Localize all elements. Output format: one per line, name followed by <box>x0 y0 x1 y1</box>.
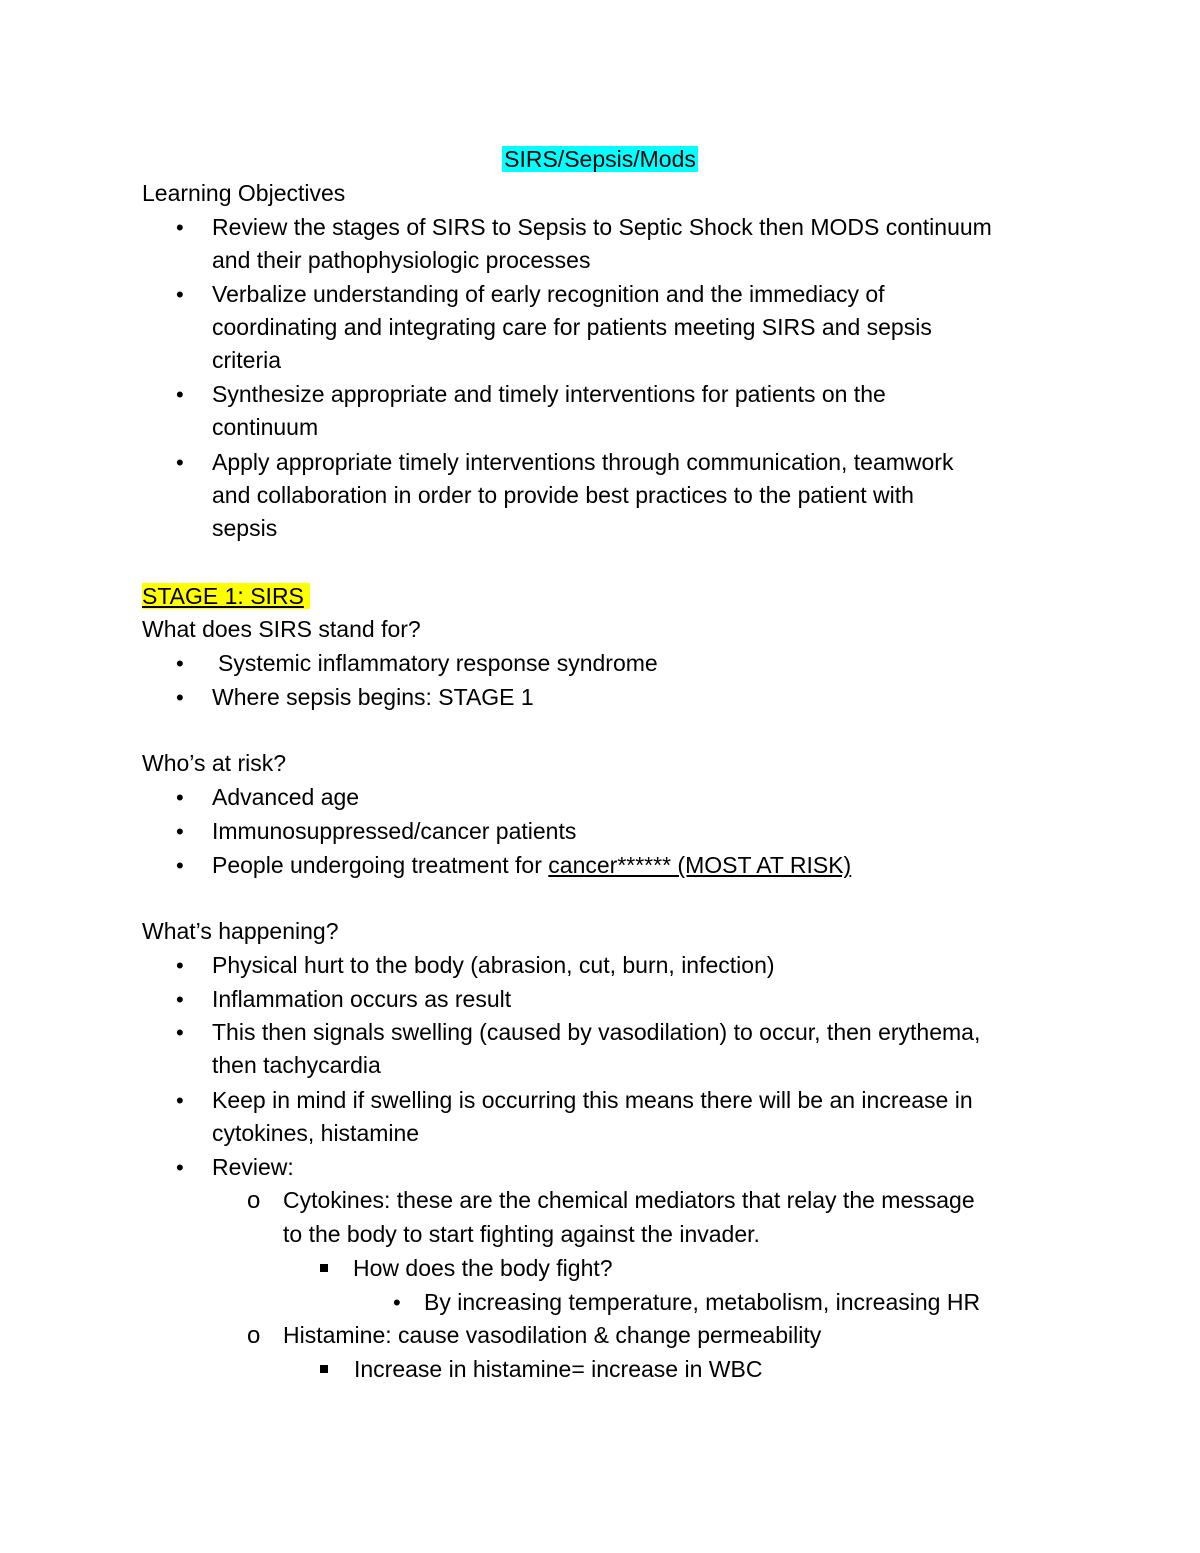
happening-item-2: Inflammation occurs as result <box>212 986 512 1012</box>
objective-2-line-3: criteria <box>212 347 282 373</box>
risk-item-2: Immunosuppressed/cancer patients <box>212 818 577 844</box>
objective-2-line-1: Verbalize understanding of early recognition and the immediacy of <box>212 281 885 307</box>
square-bullet-icon <box>320 1264 328 1272</box>
bullet-icon: • <box>176 685 184 710</box>
objective-1-line-2: and their pathophysiologic processes <box>212 247 591 273</box>
circle-bullet-icon: o <box>247 1322 261 1349</box>
objective-2-line-2: coordinating and integrating care for patients meeting SIRS and sepsis <box>212 314 932 340</box>
title-highlight: SIRS/Sepsis/Mods <box>504 146 696 172</box>
happening-item-4-line-2: cytokines, histamine <box>212 1120 420 1146</box>
cytokines-sub-answer: By increasing temperature, metabolism, increasing HR <box>424 1289 981 1315</box>
objective-4-line-3: sepsis <box>212 515 278 541</box>
happening-item-5: Review: <box>212 1154 294 1180</box>
bullet-icon: • <box>176 987 184 1012</box>
happening-item-1: Physical hurt to the body (abrasion, cut, burn, infection) <box>212 952 775 978</box>
risk-item-3-prefix: People undergoing treatment for <box>212 852 549 878</box>
bullet-icon: • <box>176 1155 184 1180</box>
bullet-icon: • <box>176 1020 184 1045</box>
question-sirs-meaning: What does SIRS stand for? <box>142 616 421 642</box>
bullet-icon: • <box>176 282 184 307</box>
learning-objectives-heading: Learning Objectives <box>142 180 346 206</box>
review-cytokines-line-1: Cytokines: these are the chemical mediators that relay the message <box>283 1187 975 1213</box>
bullet-icon: • <box>176 953 184 978</box>
risk-item-3 <box>212 849 851 882</box>
objective-1-line-1: Review the stages of SIRS to Sepsis to Septic Shock then MODS continuum <box>212 214 992 240</box>
circle-bullet-icon: o <box>247 1187 261 1214</box>
happening-item-4-line-1: Keep in mind if swelling is occurring this means there will be an increase in <box>212 1087 973 1113</box>
bullet-icon: • <box>176 215 184 240</box>
stage-1-heading <box>142 580 310 613</box>
stage-1-highlight: STAGE 1: SIRS <box>142 583 310 609</box>
bullet-icon: • <box>176 450 184 475</box>
histamine-sub-item: Increase in histamine= increase in WBC <box>354 1356 763 1382</box>
bullet-icon: • <box>176 651 184 676</box>
objective-3-line-2: continuum <box>212 414 319 440</box>
review-histamine: Histamine: cause vasodilation & change permeability <box>283 1322 822 1348</box>
square-bullet-icon <box>320 1365 328 1373</box>
sirs-meaning-item-1: Systemic inflammatory response syndrome <box>218 650 658 676</box>
objective-4-line-1: Apply appropriate timely interventions through communication, teamwork <box>212 449 954 475</box>
review-cytokines-line-2: to the body to start fighting against the invader. <box>283 1221 760 1247</box>
risk-item-1: Advanced age <box>212 784 360 810</box>
bullet-icon: • <box>176 785 184 810</box>
cytokines-sub-question: How does the body fight? <box>353 1255 613 1281</box>
bullet-icon: • <box>176 382 184 407</box>
objective-3-line-1: Synthesize appropriate and timely interventions for patients on the <box>212 381 886 407</box>
bullet-icon: • <box>176 819 184 844</box>
bullet-icon: • <box>176 853 184 878</box>
bullet-icon: • <box>176 1088 184 1113</box>
sirs-meaning-item-2: Where sepsis begins: STAGE 1 <box>212 684 534 710</box>
happening-item-3-line-1: This then signals swelling (caused by vasodilation) to occur, then erythema, <box>212 1019 981 1045</box>
objective-4-line-2: and collaboration in order to provide best practices to the patient with <box>212 482 914 508</box>
question-who-at-risk: Who’s at risk? <box>142 750 287 776</box>
document-title <box>0 143 1200 176</box>
question-whats-happening: What’s happening? <box>142 918 339 944</box>
bullet-icon: • <box>393 1290 401 1315</box>
happening-item-3-line-2: then tachycardia <box>212 1052 381 1078</box>
risk-item-3-underlined: cancer****** (MOST AT RISK) <box>548 852 852 878</box>
